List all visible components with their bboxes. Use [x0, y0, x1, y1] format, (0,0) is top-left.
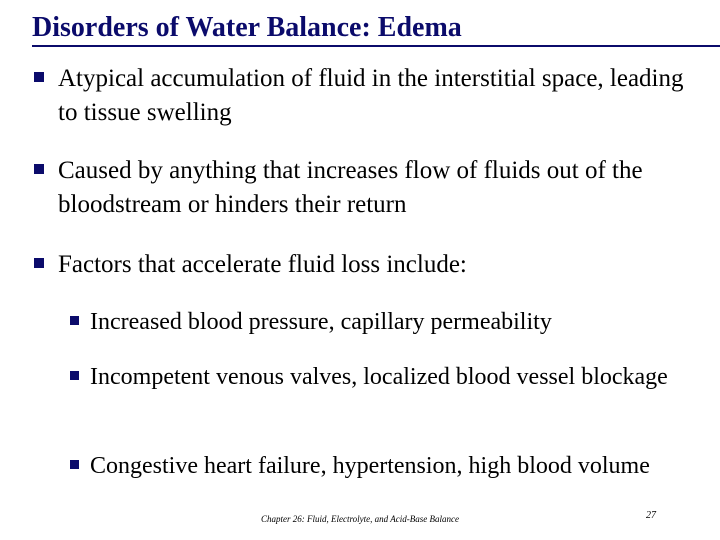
bullet-text: Atypical accumulation of fluid in the interstitial space, leading to tissue swelling	[58, 65, 684, 126]
page-number: 27	[646, 510, 656, 521]
bullet-item	[34, 62, 694, 130]
title-underline	[32, 45, 720, 47]
slide-title: Disorders of Water Balance: Edema	[32, 12, 462, 43]
bullet-text: Caused by anything that increases flow of fluids out of the bloodstream or hinders their return	[58, 157, 643, 218]
sub-bullet-text: Increased blood pressure, capillary permeability	[90, 309, 552, 335]
square-bullet-icon	[34, 258, 44, 268]
square-bullet-icon	[34, 72, 44, 82]
square-bullet-icon	[70, 316, 79, 325]
sub-bullet-text: Congestive heart failure, hypertension, high blood volume	[90, 453, 650, 479]
sub-bullet-item	[70, 305, 690, 339]
bullet-item	[34, 154, 694, 222]
sub-bullet-item	[70, 449, 690, 483]
bullet-text: Factors that accelerate fluid loss include:	[58, 251, 467, 278]
sub-bullet-text: Incompetent venous valves, localized blood vessel blockage	[90, 364, 668, 390]
square-bullet-icon	[70, 460, 79, 469]
square-bullet-icon	[34, 164, 44, 174]
sub-bullet-item	[70, 360, 690, 394]
bullet-item	[34, 248, 694, 282]
slide-footer: Chapter 26: Fluid, Electrolyte, and Acid-Base Balance	[261, 514, 459, 524]
square-bullet-icon	[70, 371, 79, 380]
